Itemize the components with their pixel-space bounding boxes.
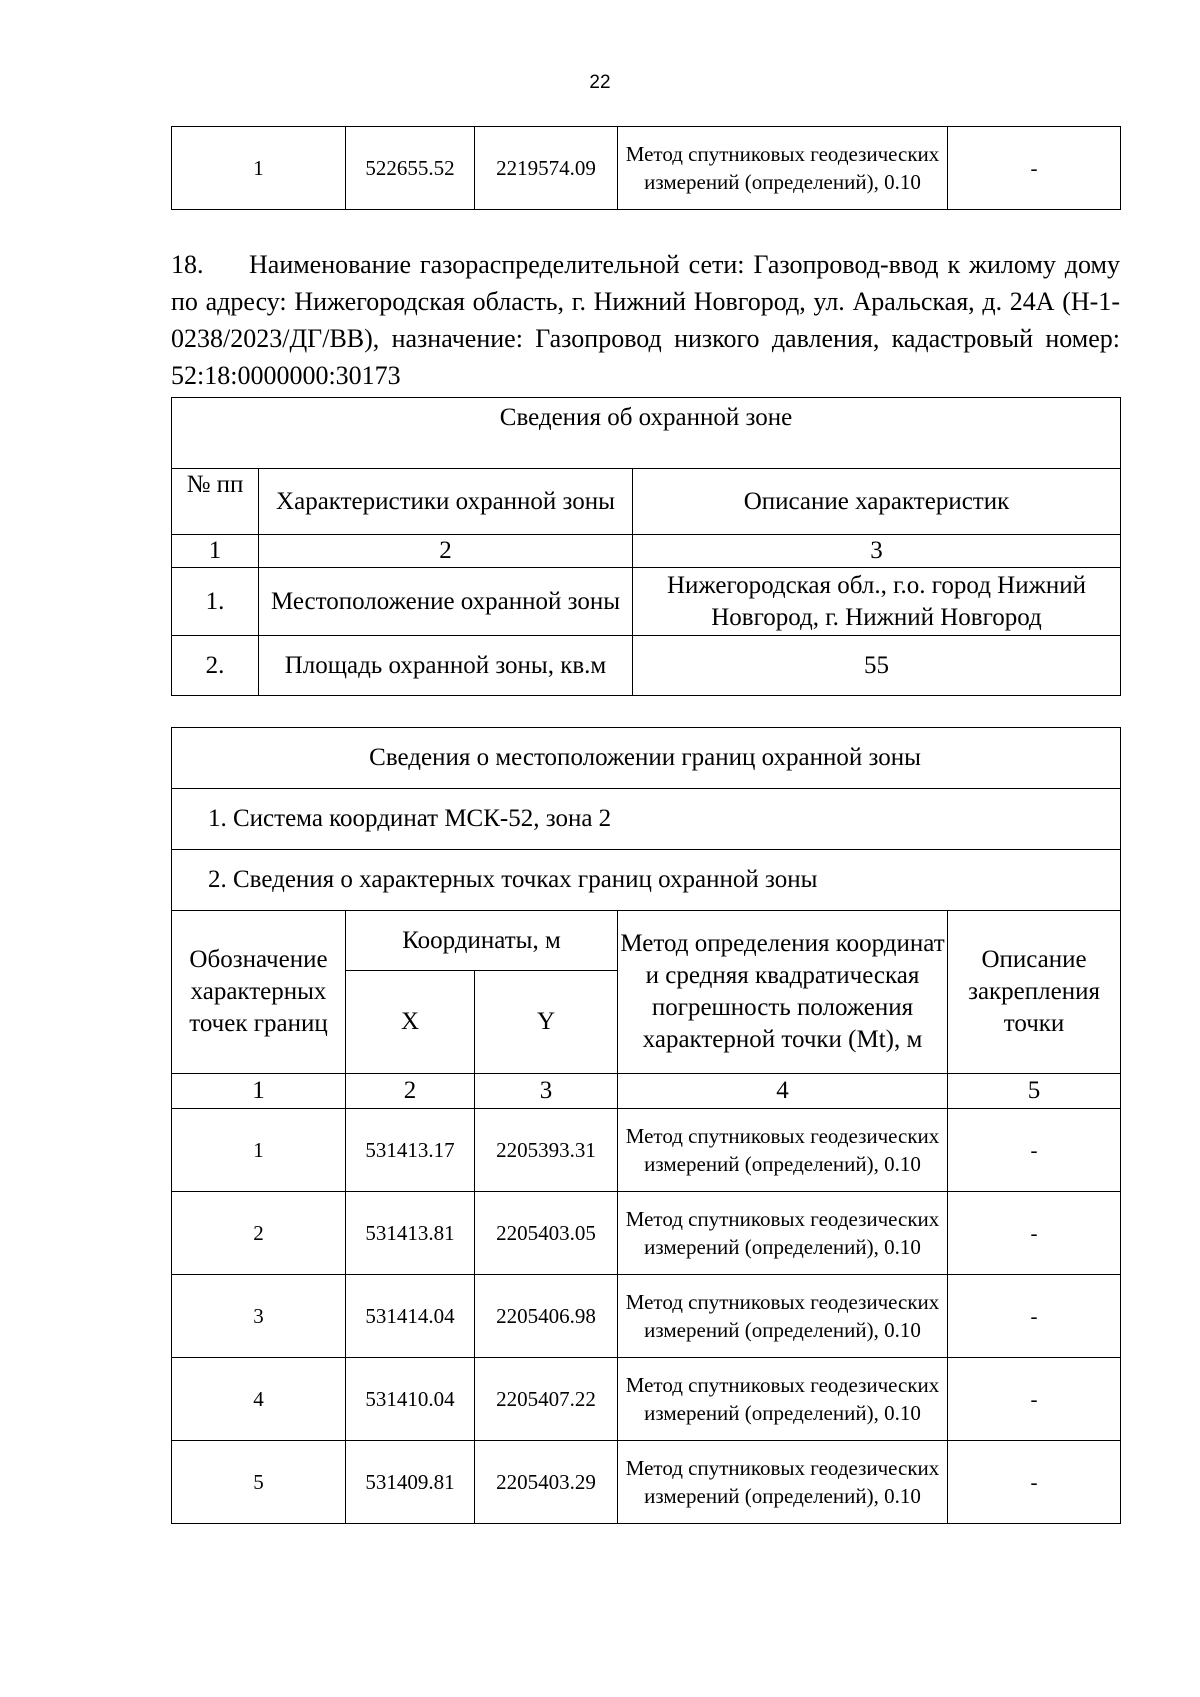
row-name: Местоположение охранной зоны bbox=[259, 568, 633, 636]
fixing-cell: - bbox=[948, 1192, 1121, 1275]
col-number: 1 bbox=[172, 1074, 346, 1109]
col-number: 4 bbox=[618, 1074, 948, 1109]
point-id: 4 bbox=[172, 1358, 346, 1441]
coord-x: 531414.04 bbox=[346, 1275, 475, 1358]
points-title: 2. Сведения о характерных точках границ охранной зоны bbox=[172, 850, 1121, 911]
col-number: 3 bbox=[633, 535, 1121, 568]
section-text: Наименование газораспределительной сети: Газопровод-ввод к жилому дому по адресу: Нижегородская область, г. Нижний Новгород, ул. Аральская, д. 24А (Н-1-0238/2023/ДГ/ВВ), назначение: Газопровод низкого давления, кадастровый номер: 52:18:0000000:30173 bbox=[171, 250, 1120, 390]
row-number: 1. bbox=[172, 568, 259, 636]
coord-x: 522655.52 bbox=[346, 127, 475, 210]
fixing-cell: - bbox=[948, 1109, 1121, 1192]
col-number: 3 bbox=[475, 1074, 618, 1109]
coord-y: 2219574.09 bbox=[475, 127, 618, 210]
col-number: 2 bbox=[259, 535, 633, 568]
coord-y: 2205403.05 bbox=[475, 1192, 618, 1275]
table-row bbox=[172, 1275, 1121, 1358]
point-id: 3 bbox=[172, 1275, 346, 1358]
header-y: Y bbox=[475, 971, 618, 1074]
row-value: Нижегородская обл., г.о. город Нижний Новгород, г. Нижний Новгород bbox=[633, 568, 1121, 636]
bounds-table bbox=[171, 727, 1121, 1524]
zone-table bbox=[171, 397, 1121, 696]
coord-y: 2205403.29 bbox=[475, 1441, 618, 1524]
method-cell: Метод спутниковых геодезических измерений (определений), 0.10 bbox=[618, 1441, 948, 1524]
col-number: 5 bbox=[948, 1074, 1121, 1109]
fixing-cell: - bbox=[948, 1358, 1121, 1441]
row-name: Площадь охранной зоны, кв.м bbox=[259, 636, 633, 696]
fixing-cell: - bbox=[948, 1441, 1121, 1524]
col-number: 2 bbox=[346, 1074, 475, 1109]
header-coords: Координаты, м bbox=[346, 911, 618, 971]
point-id: 1 bbox=[172, 127, 346, 210]
method-cell: Метод спутниковых геодезических измерений (определений), 0.10 bbox=[618, 1358, 948, 1441]
row-value: 55 bbox=[633, 636, 1121, 696]
method-cell: Метод спутниковых геодезических измерений (определений), 0.10 bbox=[618, 1192, 948, 1275]
coord-x: 531410.04 bbox=[346, 1358, 475, 1441]
coord-x: 531413.17 bbox=[346, 1109, 475, 1192]
row-number: 2. bbox=[172, 636, 259, 696]
method-cell: Метод спутниковых геодезических измерений (определений), 0.10 bbox=[618, 1109, 948, 1192]
header-x: X bbox=[346, 971, 475, 1074]
header-fixing: Описание закрепления точки bbox=[948, 911, 1121, 1074]
coord-y: 2205393.31 bbox=[475, 1109, 618, 1192]
section-paragraph bbox=[171, 246, 1120, 394]
section-number: 18. bbox=[171, 250, 204, 279]
coordinate-system: 1. Система координат МСК-52, зона 2 bbox=[172, 789, 1121, 850]
point-id: 5 bbox=[172, 1441, 346, 1524]
col-number: 1 bbox=[172, 535, 259, 568]
coord-y: 2205407.22 bbox=[475, 1358, 618, 1441]
table-row bbox=[172, 1192, 1121, 1275]
coord-x: 531409.81 bbox=[346, 1441, 475, 1524]
method-cell: Метод спутниковых геодезических измерений (определений), 0.10 bbox=[618, 127, 948, 210]
table-row bbox=[172, 1358, 1121, 1441]
table-row bbox=[172, 1441, 1121, 1524]
page-number: 22 bbox=[589, 72, 611, 93]
coord-x: 531413.81 bbox=[346, 1192, 475, 1275]
header-number: № пп bbox=[172, 469, 259, 535]
zone-table-title: Сведения об охранной зоне bbox=[172, 398, 1121, 469]
table-row bbox=[172, 568, 1121, 636]
point-id: 1 bbox=[172, 1109, 346, 1192]
header-point: Обозначение характерных точек границ bbox=[172, 911, 346, 1074]
header-characteristics: Характеристики охранной зоны bbox=[259, 469, 633, 535]
coord-y: 2205406.98 bbox=[475, 1275, 618, 1358]
point-id: 2 bbox=[172, 1192, 346, 1275]
table-row bbox=[172, 1109, 1121, 1192]
bounds-table-title: Сведения о местоположении границ охранной зоны bbox=[172, 728, 1121, 789]
header-description: Описание характеристик bbox=[633, 469, 1121, 535]
table-row bbox=[172, 127, 1121, 210]
continuation-table bbox=[171, 126, 1121, 210]
header-method: Метод определения координат и средняя квадратическая погрешность положения характерной точки (Mt), м bbox=[618, 911, 948, 1074]
fixing-cell: - bbox=[948, 127, 1121, 210]
method-cell: Метод спутниковых геодезических измерений (определений), 0.10 bbox=[618, 1275, 948, 1358]
fixing-cell: - bbox=[948, 1275, 1121, 1358]
table-row bbox=[172, 636, 1121, 696]
